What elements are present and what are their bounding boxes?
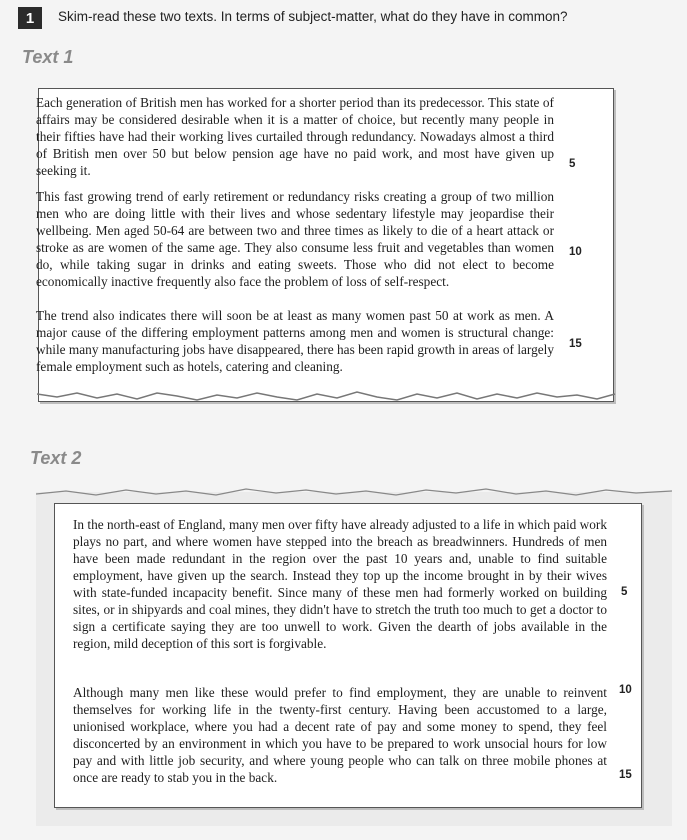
text1-line-number-10: 10 [569, 246, 582, 258]
text2-paragraph-2: Although many men like these would prefer to find employment, they are unable to reinvent themselves for working life in the twenty-first century. Having been accustomed to a large, unionised workplace, where you had a decent rate of pay and some money to spend, they feel disconcerted by an environment in which you have to be prepared to work unsocial hours for low pay and with little job security, and where young people who can talk on three mobile phones at once are ready to stab you in the back. [73, 685, 607, 785]
text2-line-number-10: 10 [619, 684, 632, 696]
question-text: Skim-read these two texts. In terms of subject-matter, what do they have in common? [58, 9, 568, 24]
text1-line-number-5: 5 [569, 158, 576, 170]
text2-paragraph-1: In the north-east of England, many men over fifty have already adjusted to a life in which paid work plays no part, and where women have stepped into the breach as breadwinners. Hundreds of men have been made redundant in the region over the past 10 years and, unable to find suitable employment, have given up the search. Instead they top up the income brought in by their wives with state-funded incapacity benefit. Since many of these men had formerly worked on building sites, or in shipyards and coal mines, they didn't have to stretch the truth too much to get a doctor to sign a certificate saying they are too unwell to work. Given the dearth of jobs available in the region, mild deception of this sort is forgivable. [73, 517, 607, 651]
question-row [0, 0, 687, 34]
text1-paragraph-2: This fast growing trend of early retirement or redundancy risks creating a group of two million men who are doing little with their lives and whose sedentary lifestyle may jeopardise their wellbeing. Men aged 50-64 are between two and three times as likely to die of a heart attack or stroke as are women of the same age. They also consume less fruit and vegetables than women do, while taking sugar in drinks and eating sweets. Those who did not elect to become economically inactive frequently also face the problem of loss of self-respect. [36, 189, 554, 289]
text2-line-number-5: 5 [621, 586, 628, 598]
text2-heading: Text 2 [30, 448, 82, 468]
text2-card [54, 503, 642, 808]
text1-card [38, 88, 614, 402]
text1-paragraph-1: Each generation of British men has worked for a shorter period than its predecessor. This state of affairs may be considered desirable when it is a matter of choice, but recently many people in their fifties have had their working lives curtailed through redundancy. Nowadays almost a third of British men over 50 but below pension age have no paid work, and most have given up seeking it. [36, 95, 554, 178]
text2-line-number-15: 15 [619, 769, 632, 781]
text2-torn-edge [36, 484, 672, 498]
text1-paragraph-3: The trend also indicates there will soon be at least as many women past 50 at work as men. A major cause of the differing employment patterns among men and women is structural change: while many manufacturing jobs have disappeared, there has been rapid growth in areas of largely female employment such as hotels, catering and cleaning. [36, 308, 554, 374]
text1-torn-edge [37, 388, 617, 410]
question-number-badge: 1 [18, 7, 42, 29]
text1-heading: Text 1 [22, 47, 74, 67]
text1-line-number-15: 15 [569, 338, 582, 350]
